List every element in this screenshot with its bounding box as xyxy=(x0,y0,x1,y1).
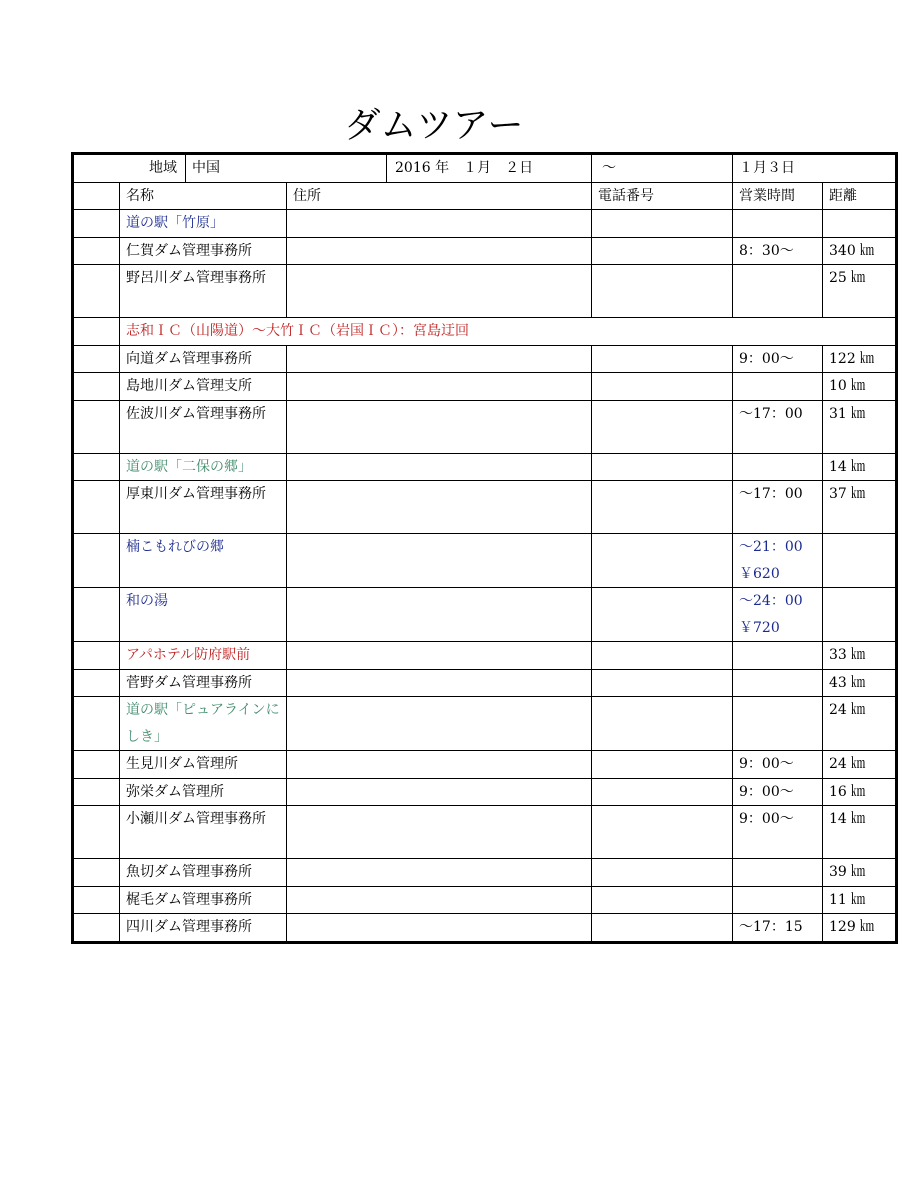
table-row xyxy=(73,453,897,481)
row-distance-cell xyxy=(823,210,897,238)
row-hours: 8：30～ xyxy=(739,242,794,259)
row-name-cell xyxy=(120,453,287,481)
row-phone-cell xyxy=(592,751,733,779)
row-distance-cell xyxy=(823,400,897,453)
row-name: 弥栄ダム管理所 xyxy=(126,783,224,800)
row-name: アパホテル防府駅前 xyxy=(126,647,251,663)
row-address-cell xyxy=(287,588,592,642)
table-row xyxy=(73,751,897,779)
row-hours-cell xyxy=(733,237,823,265)
row-name: 島地川ダム管理支所 xyxy=(126,378,252,394)
row-hours: 9：00～ xyxy=(739,783,794,800)
header-row-region xyxy=(73,154,897,183)
row-name: 菅野ダム管理事務所 xyxy=(126,674,252,691)
table-row xyxy=(73,210,897,238)
row-hours-cell xyxy=(733,669,823,697)
row-hours: 9：00～ xyxy=(739,811,794,827)
row-index-cell xyxy=(73,237,120,265)
row-distance: 31 ㎞ xyxy=(829,405,866,422)
row-distance: 24 ㎞ xyxy=(829,702,866,718)
row-index-cell xyxy=(73,210,120,238)
row-address-cell xyxy=(287,345,592,373)
row-name-cell xyxy=(120,669,287,697)
row-distance-cell xyxy=(823,534,897,588)
row-address-cell xyxy=(287,237,592,265)
row-name: 厚東川ダム管理事務所 xyxy=(126,486,266,502)
column-header-name: 名称 xyxy=(120,182,287,210)
row-name: 野呂川ダム管理事務所 xyxy=(126,270,266,286)
table-row xyxy=(73,642,897,670)
row-name-cell xyxy=(120,806,287,859)
row-index-cell xyxy=(73,345,120,373)
row-distance: 43 ㎞ xyxy=(829,674,866,691)
row-hours: 9：00～ xyxy=(739,756,794,772)
row-name: 佐波川ダム管理事務所 xyxy=(126,405,266,422)
row-name: 四川ダム管理事務所 xyxy=(126,919,252,935)
row-name: 仁賀ダム管理事務所 xyxy=(126,242,252,259)
row-phone-cell xyxy=(592,345,733,373)
row-distance: 14 ㎞ xyxy=(829,458,866,475)
row-hours-cell xyxy=(733,265,823,318)
row-distance-cell xyxy=(823,265,897,318)
row-distance-cell xyxy=(823,588,897,642)
row-name-cell xyxy=(120,778,287,806)
row-hours-cell xyxy=(733,373,823,401)
row-phone-cell xyxy=(592,859,733,887)
column-header-distance: 距離 xyxy=(823,182,897,210)
row-index-cell xyxy=(73,588,120,642)
row-hours: 9：00～ xyxy=(739,350,794,367)
row-address-cell xyxy=(287,914,592,943)
row-name-cell xyxy=(120,914,287,943)
row-hours-cell xyxy=(733,588,823,642)
tour-table xyxy=(71,152,898,944)
row-address-cell xyxy=(287,210,592,238)
row-phone-cell xyxy=(592,534,733,588)
table-row xyxy=(73,588,897,642)
row-index-cell xyxy=(73,373,120,401)
row-distance: 16 ㎞ xyxy=(829,783,866,800)
document-title: ダムツアー xyxy=(344,105,524,146)
column-header-phone: 電話番号 xyxy=(592,182,733,210)
row-distance-cell xyxy=(823,345,897,373)
row-distance-cell xyxy=(823,886,897,914)
row-name: 和の湯 xyxy=(126,593,168,609)
table-row xyxy=(73,697,897,751)
date-tilde: ～ xyxy=(592,154,733,183)
row-address-cell xyxy=(287,642,592,670)
row-distance: 25 ㎞ xyxy=(829,270,866,286)
row-address-cell xyxy=(287,453,592,481)
row-address-cell xyxy=(287,778,592,806)
row-hours-cell xyxy=(733,481,823,534)
row-name-cell xyxy=(120,210,287,238)
row-hours-cell xyxy=(733,751,823,779)
row-hours-cell xyxy=(733,453,823,481)
row-hours: ～17：15 xyxy=(739,919,803,935)
row-distance-cell xyxy=(823,697,897,751)
row-phone-cell xyxy=(592,237,733,265)
row-hours: ～17：00 xyxy=(739,486,803,502)
row-phone-cell xyxy=(592,669,733,697)
row-name-cell xyxy=(120,534,287,588)
row-distance: 10 ㎞ xyxy=(829,378,866,394)
row-index-cell xyxy=(73,453,120,481)
row-index-cell xyxy=(73,859,120,887)
row-address-cell xyxy=(287,886,592,914)
table-row xyxy=(73,859,897,887)
row-index-cell xyxy=(73,642,120,670)
row-hours-cell xyxy=(733,534,823,588)
row-distance: 37 ㎞ xyxy=(829,486,866,502)
row-name-cell xyxy=(120,642,287,670)
row-hours-cell xyxy=(733,345,823,373)
row-hours-cell xyxy=(733,886,823,914)
row-name-cell xyxy=(120,265,287,318)
table-row xyxy=(73,914,897,943)
row-address-cell xyxy=(287,373,592,401)
table-row xyxy=(73,265,897,318)
row-distance: 129 ㎞ xyxy=(829,919,875,935)
row-name: 生見川ダム管理所 xyxy=(126,756,238,772)
row-name-cell xyxy=(120,237,287,265)
row-hours-cell xyxy=(733,778,823,806)
row-hours-cell xyxy=(733,400,823,453)
date-start: 2016 年 １月 ２日 xyxy=(387,154,592,183)
row-address-cell xyxy=(287,751,592,779)
row-distance-cell xyxy=(823,669,897,697)
row-distance: 122 ㎞ xyxy=(829,350,875,367)
row-distance-cell xyxy=(823,481,897,534)
table-row xyxy=(73,373,897,401)
row-name-cell xyxy=(120,588,287,642)
row-name-cell xyxy=(120,751,287,779)
row-distance-cell xyxy=(823,642,897,670)
row-name-cell xyxy=(120,697,287,751)
region-label: 地域 xyxy=(73,154,186,183)
row-address-cell xyxy=(287,265,592,318)
row-name: 楠こもれびの郷 xyxy=(126,539,224,555)
table-row xyxy=(73,806,897,859)
row-distance: 33 ㎞ xyxy=(829,647,866,663)
row-distance: 39 ㎞ xyxy=(829,864,866,880)
table-row xyxy=(73,534,897,588)
row-name-cell xyxy=(120,318,897,346)
row-index-cell xyxy=(73,265,120,318)
row-distance-cell xyxy=(823,237,897,265)
row-index-cell xyxy=(73,669,120,697)
row-phone-cell xyxy=(592,642,733,670)
header-row-columns xyxy=(73,182,897,210)
row-name: 道の駅「竹原」 xyxy=(126,215,224,231)
table-row xyxy=(73,886,897,914)
row-hours: ～24：00 xyxy=(739,593,803,609)
row-name: 小瀬川ダム管理事務所 xyxy=(126,811,266,827)
row-phone-cell xyxy=(592,806,733,859)
row-name: 道の駅「ピュアラインにしき」 xyxy=(126,702,280,745)
row-hours-cell xyxy=(733,859,823,887)
row-name: 道の駅「二保の郷」 xyxy=(126,458,252,475)
row-name: 魚切ダム管理事務所 xyxy=(126,864,252,880)
row-address-cell xyxy=(287,806,592,859)
index-column-header xyxy=(73,182,120,210)
row-index-cell xyxy=(73,697,120,751)
row-index-cell xyxy=(73,914,120,943)
row-phone-cell xyxy=(592,778,733,806)
row-distance-cell xyxy=(823,778,897,806)
table-row xyxy=(73,481,897,534)
row-name: 向道ダム管理事務所 xyxy=(126,350,252,367)
row-address-cell xyxy=(287,669,592,697)
table-row xyxy=(73,318,897,346)
row-name-cell xyxy=(120,859,287,887)
row-distance: 14 ㎞ xyxy=(829,811,866,827)
column-header-address: 住所 xyxy=(287,182,592,210)
row-phone-cell xyxy=(592,886,733,914)
row-distance-cell xyxy=(823,859,897,887)
table-row xyxy=(73,400,897,453)
row-index-cell xyxy=(73,534,120,588)
row-hours-cell xyxy=(733,806,823,859)
table-row xyxy=(73,345,897,373)
row-address-cell xyxy=(287,859,592,887)
row-name: 梶毛ダム管理事務所 xyxy=(126,891,252,908)
row-name-cell xyxy=(120,481,287,534)
row-distance-cell xyxy=(823,914,897,943)
row-phone-cell xyxy=(592,373,733,401)
row-address-cell xyxy=(287,481,592,534)
row-hours: ～21：00 xyxy=(739,539,803,555)
row-phone-cell xyxy=(592,400,733,453)
row-price: ￥620 xyxy=(739,565,780,582)
row-phone-cell xyxy=(592,481,733,534)
row-distance-cell xyxy=(823,373,897,401)
row-index-cell xyxy=(73,318,120,346)
row-phone-cell xyxy=(592,210,733,238)
table-row xyxy=(73,669,897,697)
table-row xyxy=(73,778,897,806)
row-index-cell xyxy=(73,778,120,806)
row-distance: 11 ㎞ xyxy=(829,891,866,908)
row-price: ￥720 xyxy=(739,619,780,636)
row-hours-cell xyxy=(733,642,823,670)
row-index-cell xyxy=(73,806,120,859)
table-row xyxy=(73,237,897,265)
row-hours-cell xyxy=(733,914,823,943)
row-distance: 340 ㎞ xyxy=(829,242,875,259)
row-hours-cell xyxy=(733,210,823,238)
region-value: 中国 xyxy=(186,154,387,183)
row-distance-cell xyxy=(823,806,897,859)
row-address-cell xyxy=(287,697,592,751)
row-name: 志和ＩＣ（山陽道）～大竹ＩＣ（岩国ＩＣ）：宮島迂回 xyxy=(126,323,469,339)
row-hours-cell xyxy=(733,697,823,751)
row-name-cell xyxy=(120,373,287,401)
row-phone-cell xyxy=(592,265,733,318)
row-phone-cell xyxy=(592,588,733,642)
row-phone-cell xyxy=(592,697,733,751)
row-phone-cell xyxy=(592,914,733,943)
row-hours: ～17：00 xyxy=(739,405,803,422)
row-index-cell xyxy=(73,400,120,453)
row-name-cell xyxy=(120,400,287,453)
row-address-cell xyxy=(287,400,592,453)
row-index-cell xyxy=(73,751,120,779)
row-name-cell xyxy=(120,345,287,373)
row-phone-cell xyxy=(592,453,733,481)
row-index-cell xyxy=(73,481,120,534)
row-distance: 24 ㎞ xyxy=(829,756,866,772)
column-header-hours: 営業時間 xyxy=(733,182,823,210)
row-name-cell xyxy=(120,886,287,914)
date-end: １月３日 xyxy=(733,154,897,183)
row-address-cell xyxy=(287,534,592,588)
row-index-cell xyxy=(73,886,120,914)
row-distance-cell xyxy=(823,453,897,481)
row-distance-cell xyxy=(823,751,897,779)
